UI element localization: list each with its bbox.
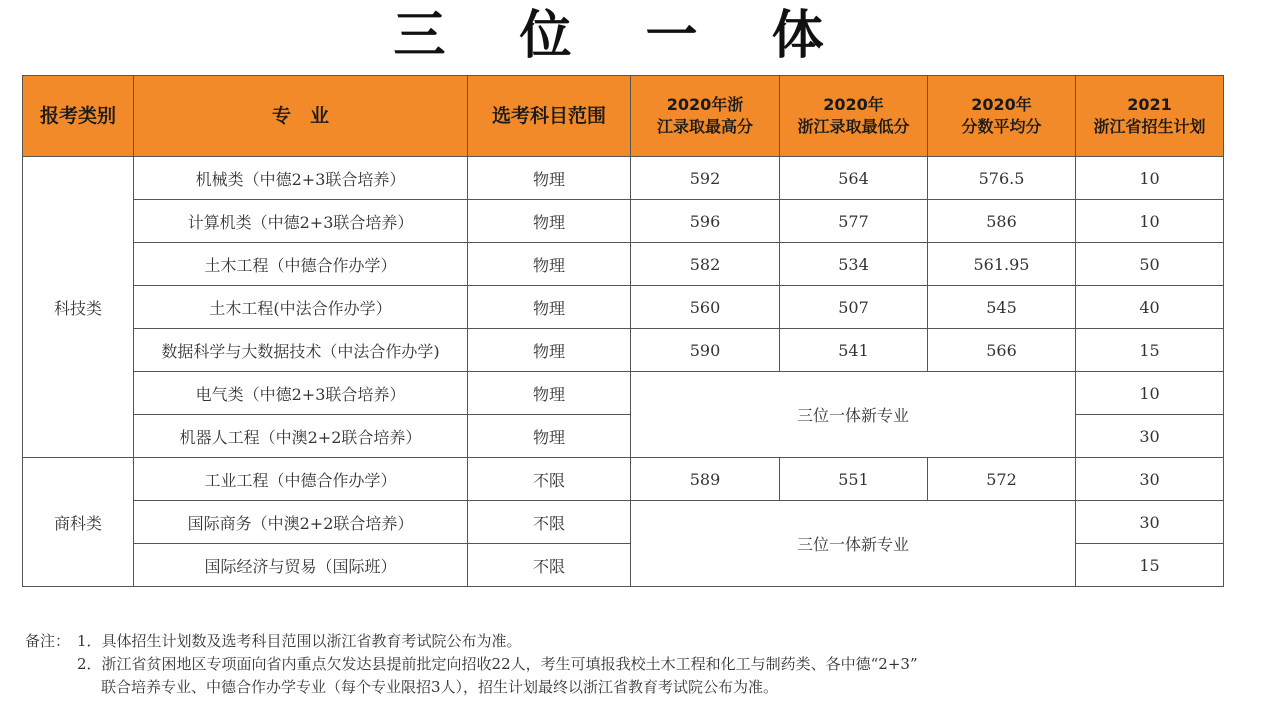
header-avg-score: 2020年 分数平均分 bbox=[928, 76, 1076, 157]
note-line-2 bbox=[25, 653, 1275, 676]
table-row bbox=[23, 329, 1224, 372]
table-row bbox=[23, 458, 1224, 501]
min-score-cell: 541 bbox=[780, 329, 928, 372]
notes-label: 备注： bbox=[25, 632, 71, 650]
major-cell: 电气类（中德2+3联合培养） bbox=[134, 372, 468, 415]
subject-cell: 物理 bbox=[468, 329, 631, 372]
avg-score-cell: 561.95 bbox=[928, 243, 1076, 286]
header-plan: 2021 浙江省招生计划 bbox=[1076, 76, 1224, 157]
subject-cell: 物理 bbox=[468, 200, 631, 243]
plan-cell: 15 bbox=[1076, 329, 1224, 372]
plan-cell: 40 bbox=[1076, 286, 1224, 329]
avg-score-cell: 576.5 bbox=[928, 157, 1076, 200]
page-title: 三 位 一 体 bbox=[393, 6, 852, 66]
max-score-cell: 590 bbox=[631, 329, 780, 372]
notes-label-spacer bbox=[25, 653, 77, 676]
max-score-cell: 560 bbox=[631, 286, 780, 329]
category-cell: 科技类 bbox=[23, 157, 134, 458]
major-cell: 机器人工程（中澳2+2联合培养） bbox=[134, 415, 468, 458]
major-cell: 国际经济与贸易（国际班） bbox=[134, 544, 468, 587]
major-cell: 机械类（中德2+3联合培养） bbox=[134, 157, 468, 200]
table-row bbox=[23, 501, 1224, 544]
admission-table bbox=[22, 75, 1224, 587]
major-cell: 国际商务（中澳2+2联合培养） bbox=[134, 501, 468, 544]
header-subject: 选考科目范围 bbox=[468, 76, 631, 157]
subject-cell: 物理 bbox=[468, 415, 631, 458]
avg-score-cell: 572 bbox=[928, 458, 1076, 501]
header-max-score: 2020年浙 江录取最高分 bbox=[631, 76, 780, 157]
note-line-1 bbox=[25, 630, 1275, 653]
table-row bbox=[23, 372, 1224, 415]
plan-cell: 10 bbox=[1076, 157, 1224, 200]
max-score-cell: 596 bbox=[631, 200, 780, 243]
major-cell: 数据科学与大数据技术（中法合作办学) bbox=[134, 329, 468, 372]
subject-cell: 不限 bbox=[468, 544, 631, 587]
avg-score-cell: 586 bbox=[928, 200, 1076, 243]
min-score-cell: 551 bbox=[780, 458, 928, 501]
plan-cell: 50 bbox=[1076, 243, 1224, 286]
plan-cell: 10 bbox=[1076, 200, 1224, 243]
avg-score-cell: 545 bbox=[928, 286, 1076, 329]
max-score-cell: 582 bbox=[631, 243, 780, 286]
plan-cell: 30 bbox=[1076, 501, 1224, 544]
new-major-cell: 三位一体新专业 bbox=[631, 501, 1076, 587]
category-cell: 商科类 bbox=[23, 458, 134, 587]
subject-cell: 不限 bbox=[468, 458, 631, 501]
note-text-2: 2．浙江省贫困地区专项面向省内重点欠发达县提前批定向招收22人，考生可填报我校土木工程和化工与制药类、各中德“2+3” bbox=[77, 655, 918, 673]
table-header-row bbox=[23, 76, 1224, 157]
note-line-3 bbox=[25, 676, 1275, 699]
major-cell: 土木工程(中法合作办学） bbox=[134, 286, 468, 329]
plan-cell: 30 bbox=[1076, 458, 1224, 501]
header-category: 报考类别 bbox=[23, 76, 134, 157]
table-row bbox=[23, 243, 1224, 286]
header-min-score: 2020年 浙江录取最低分 bbox=[780, 76, 928, 157]
subject-cell: 物理 bbox=[468, 372, 631, 415]
major-cell: 工业工程（中德合作办学） bbox=[134, 458, 468, 501]
subject-cell: 不限 bbox=[468, 501, 631, 544]
min-score-cell: 577 bbox=[780, 200, 928, 243]
major-cell: 土木工程（中德合作办学） bbox=[134, 243, 468, 286]
note-text-3: 联合培养专业、中德合作办学专业（每个专业限招3人），招生计划最终以浙江省教育考试院公布为准。 bbox=[101, 678, 779, 696]
table-row bbox=[23, 200, 1224, 243]
min-score-cell: 564 bbox=[780, 157, 928, 200]
min-score-cell: 507 bbox=[780, 286, 928, 329]
major-cell: 计算机类（中德2+3联合培养） bbox=[134, 200, 468, 243]
new-major-cell: 三位一体新专业 bbox=[631, 372, 1076, 458]
max-score-cell: 592 bbox=[631, 157, 780, 200]
note-text-1: 1．具体招生计划数及选考科目范围以浙江省教育考试院公布为准。 bbox=[77, 632, 522, 650]
header-major: 专 业 bbox=[134, 76, 468, 157]
subject-cell: 物理 bbox=[468, 157, 631, 200]
subject-cell: 物理 bbox=[468, 286, 631, 329]
notes-section bbox=[25, 630, 1275, 699]
table-row bbox=[23, 157, 1224, 200]
plan-cell: 30 bbox=[1076, 415, 1224, 458]
table-row bbox=[23, 286, 1224, 329]
min-score-cell: 534 bbox=[780, 243, 928, 286]
plan-cell: 15 bbox=[1076, 544, 1224, 587]
plan-cell: 10 bbox=[1076, 372, 1224, 415]
max-score-cell: 589 bbox=[631, 458, 780, 501]
avg-score-cell: 566 bbox=[928, 329, 1076, 372]
subject-cell: 物理 bbox=[468, 243, 631, 286]
